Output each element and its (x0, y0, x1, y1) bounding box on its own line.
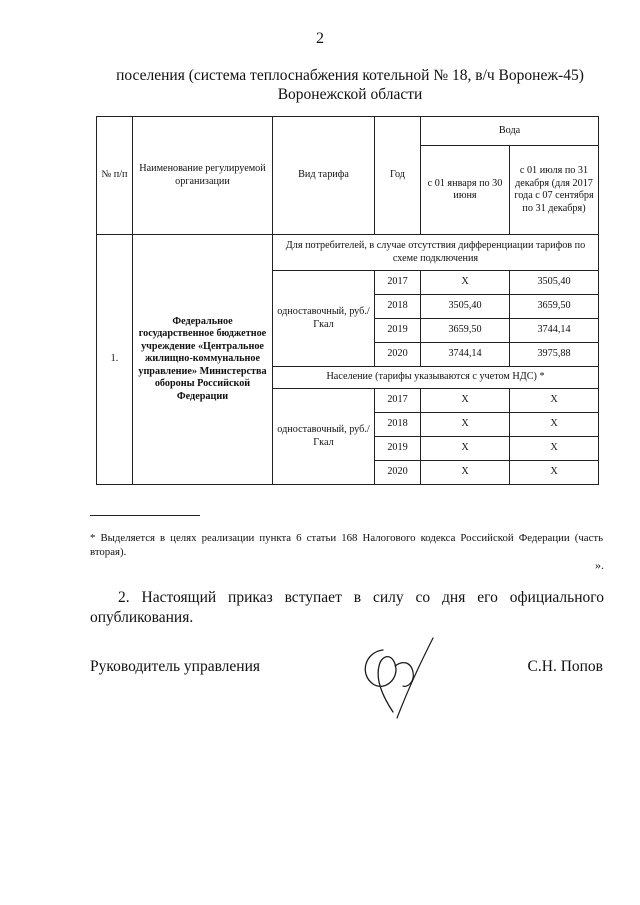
section-2-tariff-type: одноставочный, руб./Гкал (273, 389, 375, 485)
section-1-tariff-type: одноставочный, руб./Гкал (273, 271, 375, 367)
signer-name: С.Н. Попов (527, 658, 603, 675)
section-title-row (97, 235, 599, 271)
year-cell: 2020 (375, 343, 421, 367)
value-cell: 3744,14 (421, 343, 510, 367)
header-water: Вода (421, 117, 599, 146)
value-cell: X (421, 437, 510, 461)
value-cell: X (421, 461, 510, 485)
value-cell: X (421, 271, 510, 295)
year-cell: 2020 (375, 461, 421, 485)
order-paragraph: 2. Настоящий приказ вступает в силу со дня его официального опубликования. (90, 589, 604, 626)
header-tariff-type: Вид тарифа (273, 117, 375, 235)
organization-name: Федеральное государственное бюджетное учреждение «Центральное жилищно-коммунальное управление» Министерства обороны Российской Федерации (133, 235, 273, 485)
year-cell: 2018 (375, 295, 421, 319)
value-cell: X (421, 413, 510, 437)
signer-position: Руководитель управления (90, 658, 261, 675)
year-cell: 2019 (375, 437, 421, 461)
value-cell: X (510, 461, 599, 485)
page-number: 2 (316, 30, 324, 47)
document-heading (40, 66, 640, 104)
header-period-1: с 01 января по 30 июня (421, 146, 510, 235)
value-cell: 3975,88 (510, 343, 599, 367)
year-cell: 2017 (375, 389, 421, 413)
value-cell: 3659,50 (421, 319, 510, 343)
row-number: 1. (97, 235, 133, 485)
year-cell: 2017 (375, 271, 421, 295)
year-cell: 2019 (375, 319, 421, 343)
header-num: № п/п (97, 117, 133, 235)
section-2-title: Население (тарифы указываются с учетом НДС) * (273, 367, 599, 389)
heading-line-1: поселения (система теплоснабжения котельной № 18, в/ч Воронеж-45) (116, 67, 584, 84)
value-cell: X (510, 437, 599, 461)
value-cell: X (510, 389, 599, 413)
value-cell: 3744,14 (510, 319, 599, 343)
value-cell: 3505,40 (421, 295, 510, 319)
value-cell: 3659,50 (510, 295, 599, 319)
handwritten-signature (345, 630, 440, 720)
tariff-table (96, 116, 599, 485)
value-cell: X (510, 413, 599, 437)
section-1-title: Для потребителей, в случае отсутствия дифференциации тарифов по схеме подключения (273, 235, 599, 271)
header-year: Год (375, 117, 421, 235)
year-cell: 2018 (375, 413, 421, 437)
value-cell: X (421, 389, 510, 413)
closing-quote: ». (595, 558, 604, 572)
heading-line-2: Воронежской области (277, 86, 423, 103)
header-org: Наименование регулируемой организации (133, 117, 273, 235)
header-period-2: с 01 июля по 31 декабря (для 2017 года с 07 сентября по 31 декабря) (510, 146, 599, 235)
footnote-divider (90, 515, 200, 516)
table-header-row (97, 117, 599, 146)
footnote: * Выделяется в целях реализации пункта 6 статьи 168 Налогового кодекса Российской Федерации (часть вторая). (90, 532, 603, 558)
value-cell: 3505,40 (510, 271, 599, 295)
